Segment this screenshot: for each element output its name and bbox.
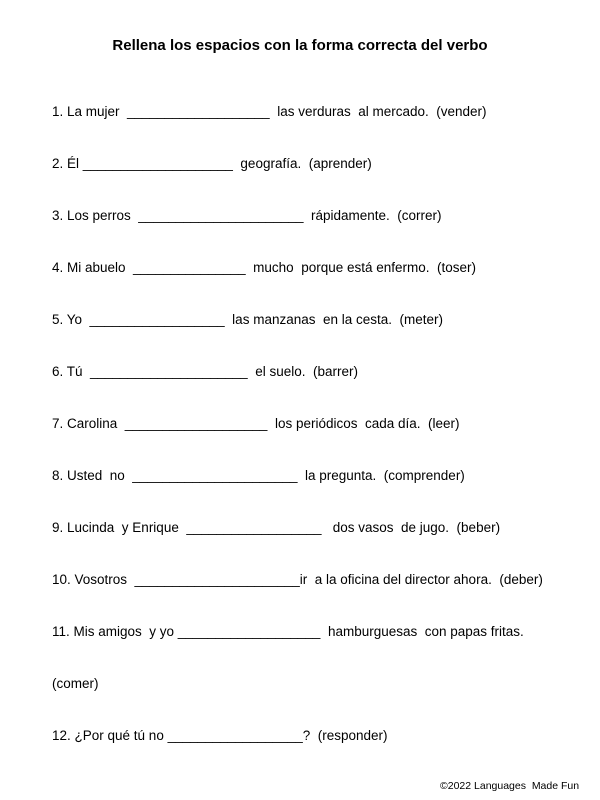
- exercise-item-2: 2. Él ____________________ geografía. (aprender): [52, 156, 372, 171]
- exercise-item-12: 12. ¿Por qué tú no __________________? (responder): [52, 728, 388, 743]
- exercise-item-1: 1. La mujer ___________________ las verduras al mercado. (vender): [52, 104, 487, 119]
- exercise-item-10: 10. Vosotros ______________________ir a la oficina del director ahora. (deber): [52, 572, 543, 587]
- exercise-item-11-continuation: (comer): [52, 676, 99, 691]
- exercise-item-5: 5. Yo __________________ las manzanas en la cesta. (meter): [52, 312, 444, 327]
- exercise-item-7: 7. Carolina ___________________ los periódicos cada día. (leer): [52, 416, 460, 431]
- exercise-item-6: 6. Tú _____________________ el suelo. (barrer): [52, 364, 358, 379]
- exercise-item-4: 4. Mi abuelo _______________ mucho porque está enfermo. (toser): [52, 260, 477, 275]
- exercise-item-3: 3. Los perros ______________________ rápidamente. (correr): [52, 208, 442, 223]
- copyright-footer: ©2022 Languages Made Fun: [440, 780, 580, 792]
- exercise-item-8: 8. Usted no ______________________ la pregunta. (comprender): [52, 468, 465, 483]
- exercise-item-11: 11. Mis amigos y yo ___________________ hamburguesas con papas fritas.: [52, 624, 524, 639]
- exercise-item-9: 9. Lucinda y Enrique __________________ dos vasos de jugo. (beber): [52, 520, 501, 535]
- worksheet-title: Rellena los espacios con la forma correcta del verbo: [112, 37, 488, 54]
